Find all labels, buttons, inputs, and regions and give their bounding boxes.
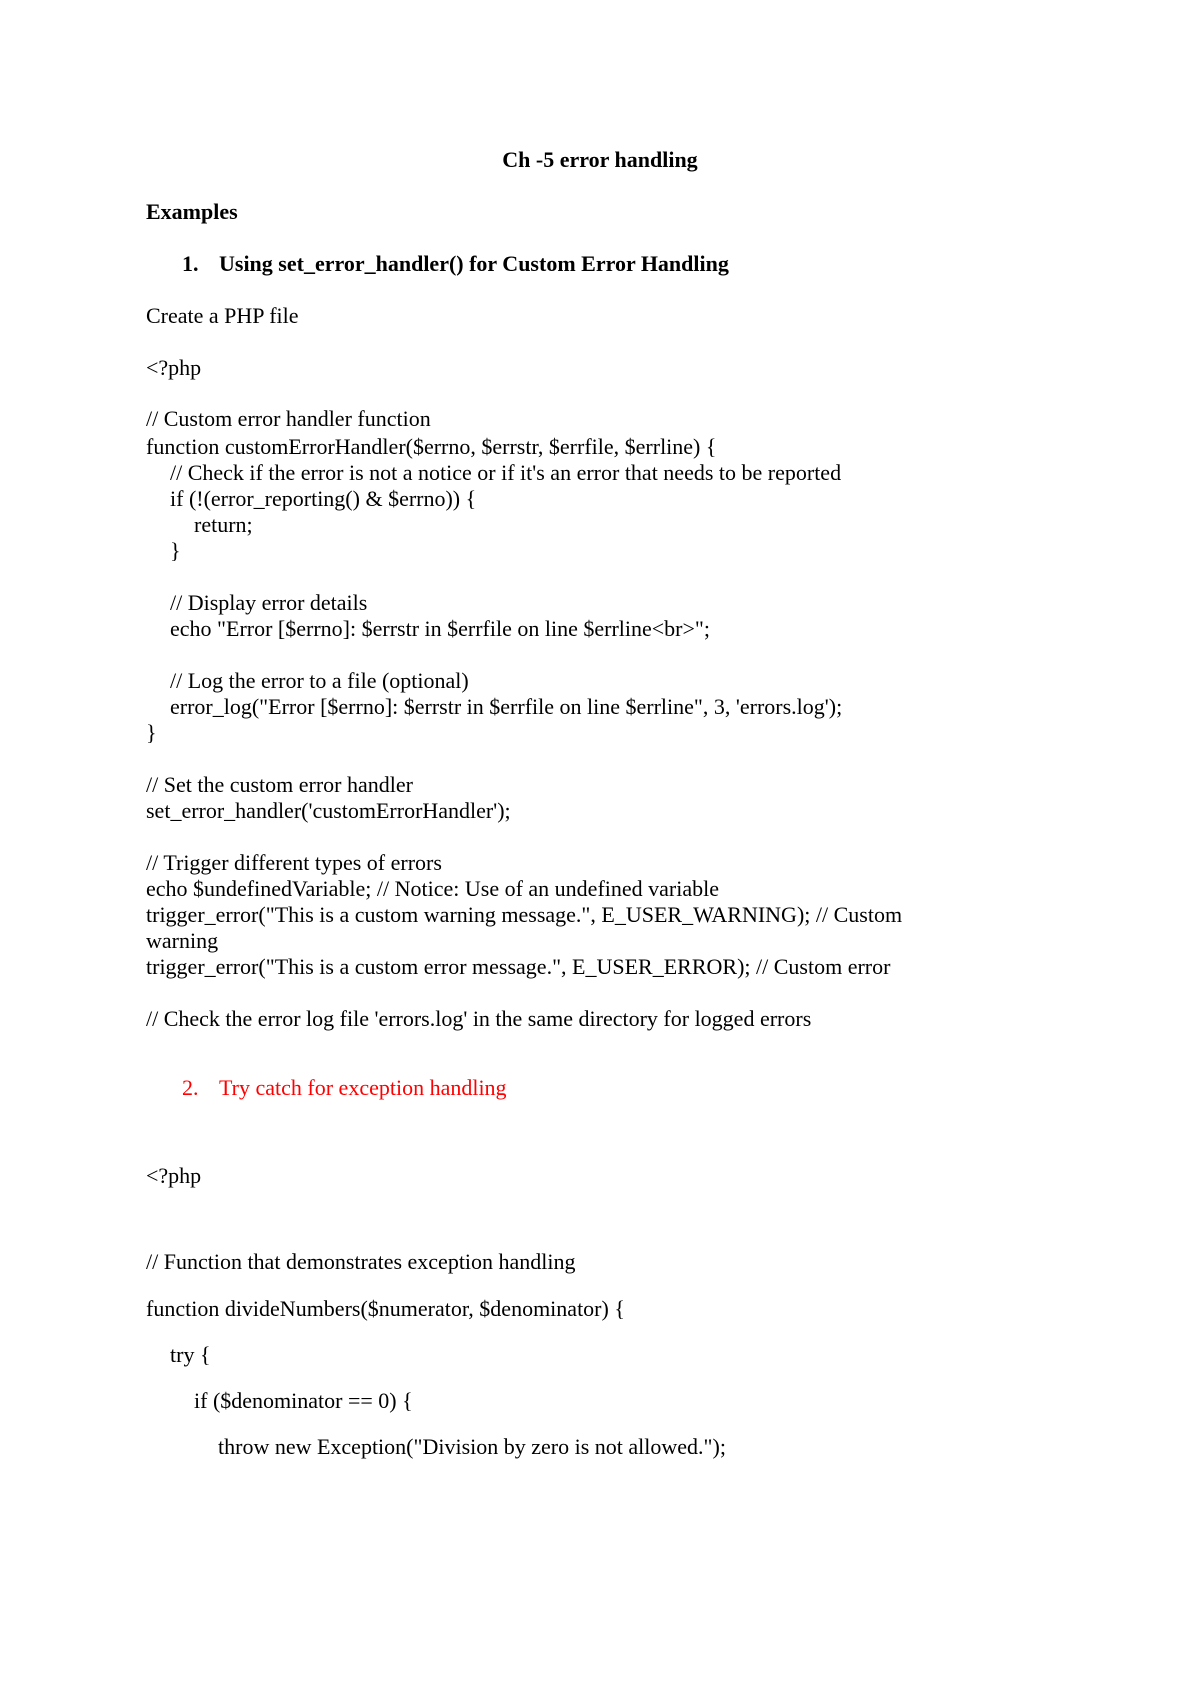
examples-heading: Examples bbox=[146, 199, 238, 224]
code-line: // Check if the error is not a notice or if it's an error that needs to be reported bbox=[170, 460, 842, 485]
code-line: echo $undefinedVariable; // Notice: Use of an undefined variable bbox=[146, 876, 719, 901]
code-line: // Log the error to a file (optional) bbox=[170, 668, 469, 693]
page-title: Ch -5 error handling bbox=[502, 147, 698, 172]
code-line: echo "Error [$errno]: $errstr in $errfile on line $errline<br>"; bbox=[170, 616, 710, 641]
code-line: throw new Exception("Division by zero is not allowed."); bbox=[218, 1434, 726, 1459]
code-line: // Custom error handler function bbox=[146, 406, 431, 431]
code-line: return; bbox=[194, 512, 253, 537]
code-line: } bbox=[170, 538, 181, 563]
section-2-heading: Try catch for exception handling bbox=[219, 1075, 507, 1100]
code-line: <?php bbox=[146, 1163, 202, 1188]
code-line: trigger_error("This is a custom warning message.", E_USER_WARNING); // Custom bbox=[146, 902, 903, 927]
code-line: if ($denominator == 0) { bbox=[194, 1388, 413, 1413]
code-line: function customErrorHandler($errno, $errstr, $errfile, $errline) { bbox=[146, 434, 717, 459]
section-1-heading: Using set_error_handler() for Custom Error Handling bbox=[219, 251, 729, 276]
code-line: try { bbox=[170, 1342, 211, 1367]
code-line: warning bbox=[146, 928, 219, 953]
code-line: if (!(error_reporting() & $errno)) { bbox=[170, 486, 477, 511]
code-line: // Trigger different types of errors bbox=[146, 850, 442, 875]
code-line: set_error_handler('customErrorHandler'); bbox=[146, 798, 511, 823]
code-line: <?php bbox=[146, 355, 202, 380]
code-line: error_log("Error [$errno]: $errstr in $errfile on line $errline", 3, 'errors.log'); bbox=[170, 694, 843, 719]
code-line: function divideNumbers($numerator, $denominator) { bbox=[146, 1296, 625, 1321]
code-line: // Display error details bbox=[170, 590, 368, 615]
intro-text: Create a PHP file bbox=[146, 303, 299, 328]
code-line: // Check the error log file 'errors.log' in the same directory for logged errors bbox=[146, 1006, 812, 1031]
code-line: } bbox=[146, 720, 157, 745]
code-line: trigger_error("This is a custom error message.", E_USER_ERROR); // Custom error bbox=[146, 954, 891, 979]
code-line: // Function that demonstrates exception handling bbox=[146, 1249, 576, 1274]
section-1-number: 1. bbox=[182, 251, 199, 276]
section-2-number: 2. bbox=[182, 1075, 199, 1100]
code-line: // Set the custom error handler bbox=[146, 772, 413, 797]
